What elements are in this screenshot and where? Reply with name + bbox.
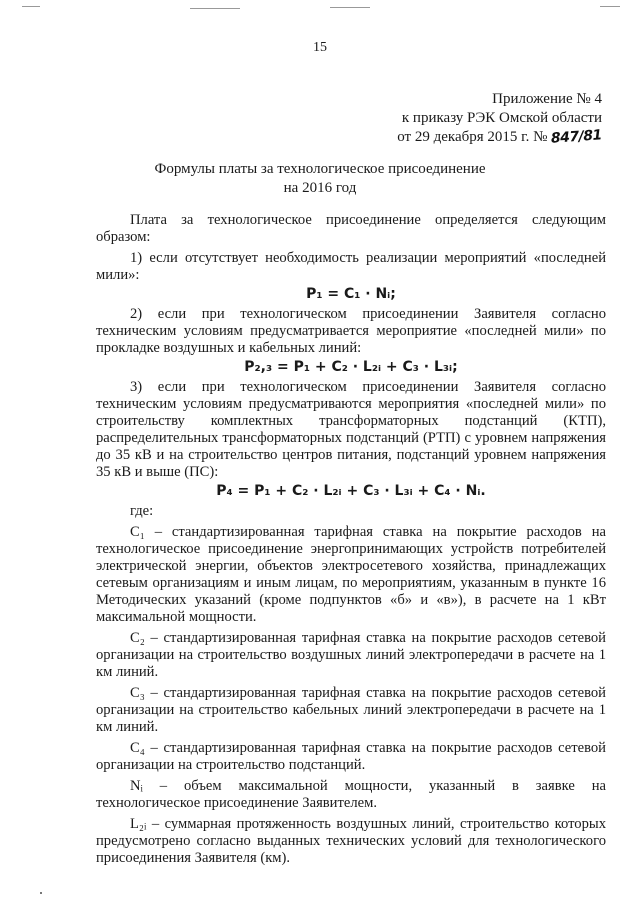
- title-line2: на 2016 год: [283, 180, 357, 196]
- case2-paragraph: 2) если при технологическом присоединении Заявителя согласно техническим условиям предусматривается мероприятие «последней мили» по прокладке воздушных и кабельных линий:: [96, 306, 606, 356]
- scan-artifact: [190, 8, 240, 9]
- scan-artifact: [330, 7, 370, 8]
- where-label: где:: [130, 503, 154, 519]
- appendix-line1: Приложение № 4: [492, 91, 602, 107]
- formula-1: P₁ = C₁ · Nᵢ;: [306, 286, 396, 302]
- case1-paragraph: 1) если отсутствует необходимость реализации мероприятий «последней мили»:: [96, 250, 606, 283]
- page-number: 15: [313, 40, 327, 55]
- title-line1: Формулы платы за технологическое присоединение: [154, 161, 486, 177]
- appendix-line2: к приказу РЭК Омской области: [401, 110, 602, 126]
- c1-definition: C₁ – стандартизированная тарифная ставка на покрытие расходов на технологическое присоединение энергопринимающих устройств потребителей электрической энергии, объектов электросетевого хозяйства, принадлежащих сетевым организациям и иным лицам, по мероприятиям, указанным в пункте 16 Методических указаний (кроме подпунктов «б» и «в»), в расчете на 1 кВт максимальной мощности.: [96, 524, 606, 625]
- scan-artifact: [22, 6, 40, 7]
- scan-artifact: [40, 892, 42, 894]
- case3-paragraph: 3) если при технологическом присоединении Заявителя согласно техническим условиям предусматриваются мероприятия «последней мили» по строительству комплектных трансформаторных подстанций (КТП), распределительных трансформаторных подстанций (РТП) с уровнем напряжения до 35 кВ и на строительство центров питания, подстанций уровнем напряжения 35 кВ и выше (ПС):: [96, 379, 606, 480]
- c3-definition: C₃ – стандартизированная тарифная ставка на покрытие расходов сетевой организации на строительство кабельных линий электропередачи в расчете на 1 км линий.: [96, 685, 606, 735]
- formula-3: P₄ = P₁ + C₂ · L₂ᵢ + C₃ · L₃ᵢ + C₄ · Nᵢ.: [216, 483, 486, 499]
- appendix-date: от 29 декабря 2015 г. №: [397, 129, 548, 145]
- intro-paragraph: Плата за технологическое присоединение определяется следующим образом:: [96, 212, 606, 245]
- appendix-header: [397, 90, 602, 147]
- c4-definition: C₄ – стандартизированная тарифная ставка на покрытие расходов сетевой организации на строительство подстанций.: [96, 740, 606, 773]
- c2-definition: C₂ – стандартизированная тарифная ставка на покрытие расходов сетевой организации на строительство воздушных линий электропередачи в расчете на 1 км линий.: [96, 630, 606, 680]
- document-body: [96, 212, 606, 867]
- document-title: [0, 160, 640, 198]
- scan-artifact: [600, 6, 620, 7]
- formula-2: P₂,₃ = P₁ + C₂ · L₂ᵢ + C₃ · L₃ᵢ;: [244, 359, 458, 375]
- appendix-line3: [397, 128, 602, 147]
- order-number-handwritten: 847/81: [550, 127, 603, 147]
- l2i-definition: L₂ᵢ – суммарная протяженность воздушных линий, строительство которых предусмотрено согласно выданных технических условий для технологического присоединения Заявителя (км).: [96, 816, 606, 866]
- ni-definition: Nᵢ – объем максимальной мощности, указанный в заявке на технологическое присоединение Заявителем.: [96, 778, 606, 811]
